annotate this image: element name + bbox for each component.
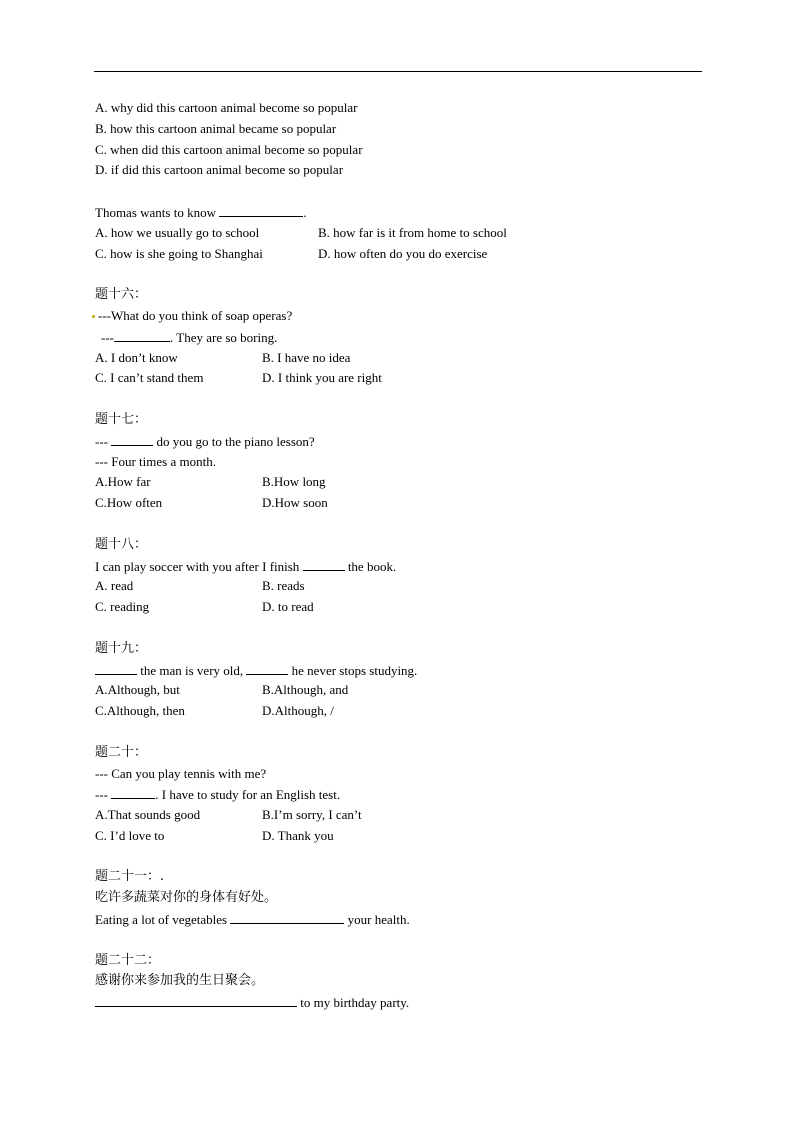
q16-options-row-2 (95, 368, 705, 389)
thomas-option-b: B. how far is it from home to school (318, 224, 507, 240)
q21-line (95, 909, 705, 930)
worksheet-page (95, 98, 705, 1013)
q18-options-row-2 (95, 597, 705, 618)
q20-title: 题二十： (95, 744, 148, 760)
q20-options-row-1 (95, 805, 705, 826)
q22-line (95, 992, 705, 1013)
q21-title: 题二十一：. (95, 869, 165, 885)
thomas-stem-text: Thomas wants to know (95, 204, 216, 220)
q22-line-suffix: to my birthday party. (300, 995, 410, 1011)
q19-line-1-mid: the man is very old, (140, 662, 244, 678)
q18-title: 题十八： (95, 536, 148, 552)
answer-blank[interactable] (111, 431, 153, 446)
q21-line-prefix: Eating a lot of vegetables (95, 912, 228, 928)
thomas-option-d: D. how often do you do exercise (318, 245, 488, 261)
q19-line-1 (95, 660, 705, 681)
q18-option-b: B. reads (262, 578, 305, 594)
thomas-question-stem (95, 202, 705, 223)
q19-options-row-2 (95, 701, 705, 722)
q15-option-c: C. when did this cartoon animal become so popular (95, 141, 363, 157)
q18-option-d: D. to read (262, 599, 314, 615)
q18-line-1-suffix: the book. (347, 558, 397, 574)
answer-blank[interactable] (95, 992, 297, 1007)
header-rule (94, 71, 702, 72)
q19-option-c: C.Although, then (95, 703, 185, 719)
q15-option-b: B. how this cartoon animal became so popular (95, 120, 337, 136)
q17-options-row-2 (95, 493, 705, 514)
answer-blank[interactable] (303, 556, 345, 571)
q17-option-d: D.How soon (262, 495, 328, 511)
answer-blank[interactable] (111, 784, 155, 799)
q19-options-row-1 (95, 680, 705, 701)
q20-line-1: --- Can you play tennis with me? (95, 765, 267, 781)
q17-line-1-suffix: do you go to the piano lesson? (153, 433, 315, 449)
q16-options-row-1 (95, 348, 705, 369)
q20-option-b: B.I’m sorry, I can’t (262, 807, 362, 823)
q17-line-2: --- Four times a month. (95, 453, 216, 469)
q16-line-2 (95, 327, 705, 348)
q20-option-c: C. I’d love to (95, 827, 165, 843)
q20-line-2-suffix: . I have to study for an English test. (155, 787, 341, 803)
q18-option-a: A. read (95, 578, 134, 594)
q17-title: 题十七： (95, 411, 148, 427)
q17-option-c: C.How often (95, 495, 163, 511)
q16-title: 题十六： (95, 287, 148, 303)
thomas-option-c: C. how is she going to Shanghai (95, 245, 263, 261)
q16-line-1 (95, 306, 705, 327)
margin-mark (92, 315, 95, 318)
q21-chinese-sentence: 吃许多蔬菜对你的身体有好处。 (95, 890, 278, 906)
q18-line-1-prefix: I can play soccer with you after I finish (95, 558, 300, 574)
q18-options-row-1 (95, 576, 705, 597)
q15-option-a: A. why did this cartoon animal become so popular (95, 100, 358, 115)
q20-options-row-2 (95, 826, 705, 847)
thomas-stem-end: . (303, 204, 307, 220)
q16-option-a: A. I don’t know (95, 349, 178, 365)
q22-title: 题二十二： (95, 952, 161, 968)
q16-line-2-prefix: --- (101, 329, 114, 345)
q17-option-b: B.How long (262, 474, 326, 490)
q17-options-row-1 (95, 472, 705, 493)
thomas-options-row-1 (95, 223, 705, 244)
q18-line-1 (95, 556, 705, 577)
q17-line-1 (95, 431, 705, 452)
q16-line-2-suffix: . They are so boring. (170, 329, 278, 345)
answer-blank[interactable] (114, 327, 170, 342)
q16-option-d: D. I think you are right (262, 370, 382, 386)
thomas-option-a: A. how we usually go to school (95, 224, 260, 240)
answer-blank[interactable] (219, 202, 303, 217)
q20-option-a: A.That sounds good (95, 807, 201, 823)
q20-option-d: D. Thank you (262, 827, 334, 843)
q17-option-a: A.How far (95, 474, 151, 490)
q22-chinese-sentence: 感谢你来参加我的生日聚会。 (95, 973, 265, 989)
answer-blank[interactable] (246, 660, 288, 675)
q19-title: 题十九： (95, 640, 148, 656)
q20-line-2-prefix: --- (95, 787, 108, 803)
q19-option-d: D.Although, / (262, 703, 334, 719)
q19-line-1-suffix: he never stops studying. (291, 662, 418, 678)
q21-line-suffix: your health. (347, 912, 410, 928)
q15-option-d: D. if did this cartoon animal become so popular (95, 162, 344, 178)
thomas-options-row-2 (95, 244, 705, 265)
q16-option-c: C. I can’t stand them (95, 370, 204, 386)
q16-option-b: B. I have no idea (262, 349, 351, 365)
q16-line-1-text: ---What do you think of soap operas? (98, 307, 293, 323)
q19-option-a: A.Although, but (95, 682, 180, 698)
q19-option-b: B.Although, and (262, 682, 349, 698)
q17-line-1-prefix: --- (95, 433, 108, 449)
answer-blank[interactable] (95, 660, 137, 675)
answer-blank[interactable] (230, 909, 344, 924)
q18-option-c: C. reading (95, 599, 150, 615)
q20-line-2 (95, 784, 705, 805)
